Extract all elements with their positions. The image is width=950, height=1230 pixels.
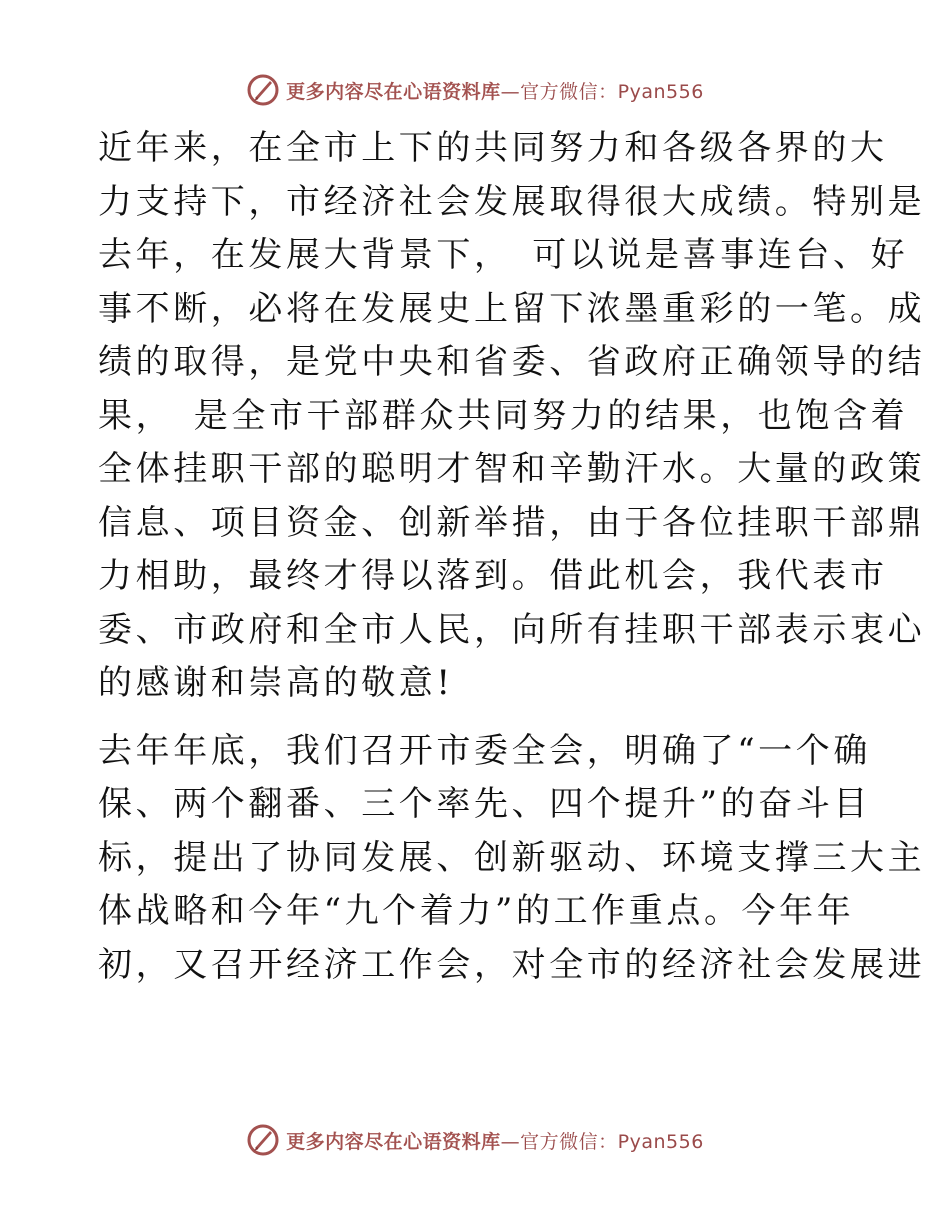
paragraph-1-line: 委、市政府和全市人民，向所有挂职干部表示衷心: [98, 609, 926, 650]
paragraph-2-line: 初，又召开经济工作会，对全市的经济社会发展进: [98, 944, 926, 985]
header-banner-text: [286, 77, 704, 104]
footer-banner-text: [286, 1127, 704, 1154]
paragraph-1-line: 力支持下，市经济社会发展取得很大成绩。特别是: [98, 181, 926, 222]
paragraph-1: [98, 122, 926, 711]
paragraph-2: [98, 725, 926, 993]
document-body: [98, 122, 926, 992]
footer-banner: [0, 1120, 950, 1160]
paragraph-1-line: 信息、项目资金、创新举措，由于各位挂职干部鼎: [98, 502, 926, 543]
paragraph-1-line: 近年来，在全市上下的共同努力和各级各界的大: [98, 128, 888, 168]
paragraph-1-line: 事不断，必将在发展史上留下浓墨重彩的一笔。成: [98, 288, 926, 329]
footer-brand-text: 更多内容尽在心语资料库: [286, 1130, 501, 1153]
paragraph-2-line: 保、两个翻番、三个率先、四个提升”的奋斗目: [98, 784, 871, 824]
quill-circle-icon: [246, 73, 280, 107]
header-banner: [0, 70, 950, 110]
footer-contact-text: —官方微信：Pyan556: [500, 1130, 704, 1153]
paragraph-2-line: 标，提出了协同发展、创新驱动、环境支撑三大主: [98, 837, 926, 878]
header-brand-text: 更多内容尽在心语资料库: [286, 80, 501, 103]
paragraph-1-line: 的感谢和崇高的敬意!: [98, 663, 454, 703]
paragraph-2-line: 体战略和今年“九个着力”的工作重点。今年年: [98, 891, 855, 931]
paragraph-1-line: 果， 是全市干部群众共同努力的结果，也饱含着: [98, 395, 909, 436]
paragraph-1-line: 绩的取得，是党中央和省委、省政府正确领导的结: [98, 342, 926, 382]
paragraph-1-line: 力相助，最终才得以落到。借此机会，我代表市: [98, 556, 888, 596]
paragraph-1-line: 去年，在发展大背景下， 可以说是喜事连台、好: [98, 235, 909, 275]
paragraph-2-line: 去年年底，我们召开市委全会，明确了“一个确: [98, 730, 871, 771]
header-contact-text: —官方微信：Pyan556: [500, 80, 704, 103]
quill-circle-icon: [246, 1123, 280, 1157]
paragraph-1-line: 全体挂职干部的聪明才智和辛勤汗水。大量的政策: [98, 449, 926, 489]
